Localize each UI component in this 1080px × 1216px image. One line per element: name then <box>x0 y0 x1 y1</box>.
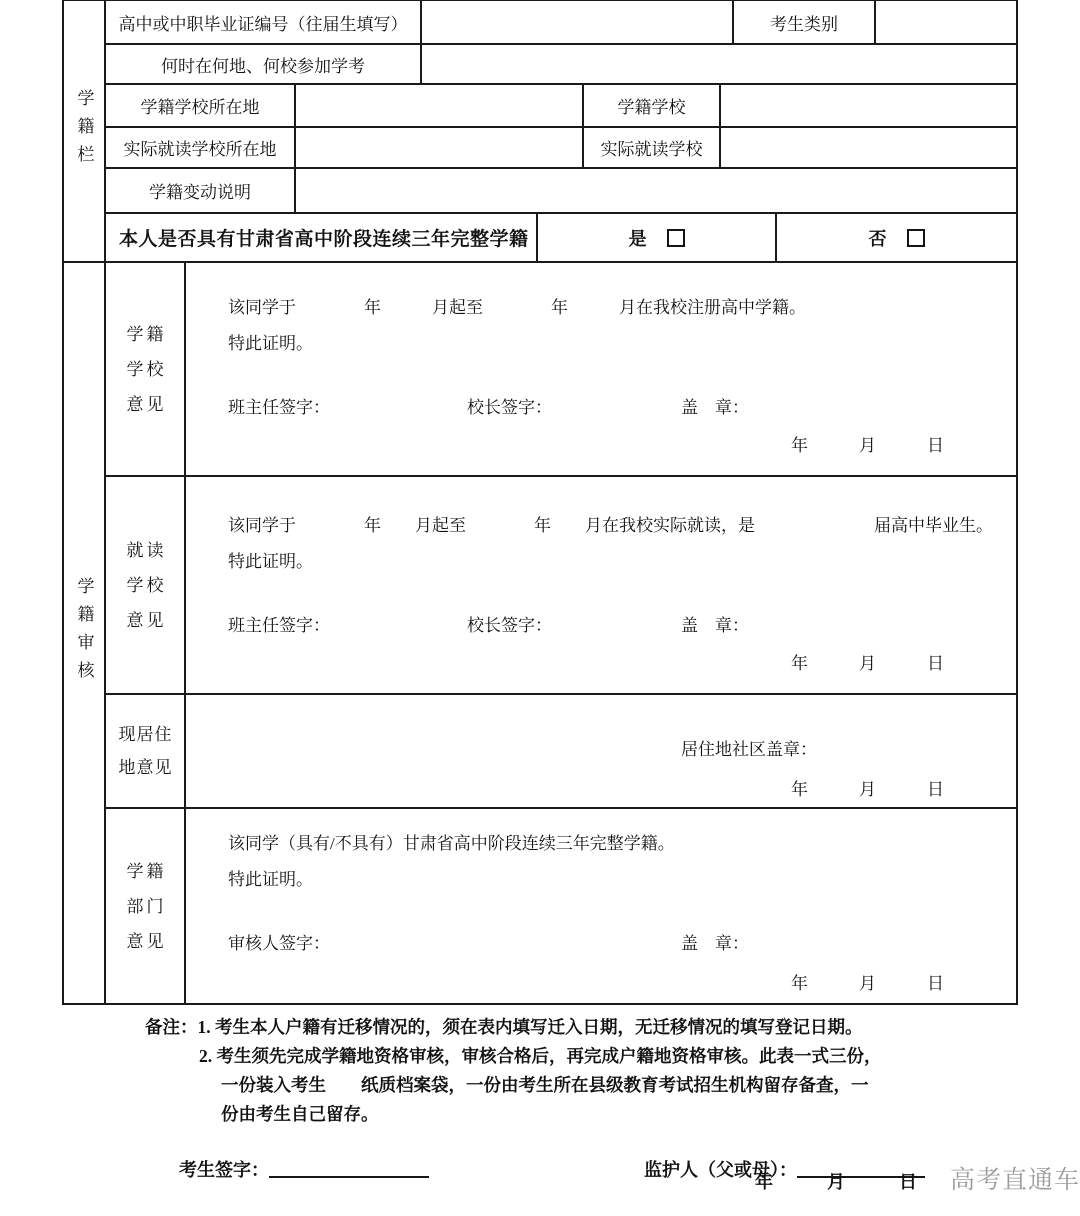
diploma-number-label: 高中或中职毕业证编号（往届生填写） <box>118 14 408 34</box>
diploma-number-label-cell <box>105 0 421 44</box>
status-dept-seal-label: 盖 章： <box>681 934 749 953</box>
status-dept-date-line: 年 月 日 <box>791 974 944 993</box>
diploma-number-input-cell[interactable] <box>421 0 733 44</box>
actual-school-location-label: 实际就读学校所在地 <box>123 140 277 159</box>
reg-school-opinion-label: 学籍 学校 意见 <box>126 324 167 414</box>
reg-school-location-label-cell <box>105 84 295 127</box>
reg-school-input-cell[interactable] <box>720 84 1017 127</box>
actual-school-location-label-cell <box>105 127 295 168</box>
yes-option-cell <box>537 213 776 262</box>
attend-school-principal-sign-label: 校长签字： <box>467 616 552 635</box>
status-change-label: 学籍变动说明 <box>149 183 251 202</box>
side-label-registration: 学籍栏 <box>74 89 94 173</box>
attend-school-seal-label: 盖 章： <box>681 616 749 635</box>
reg-school-teacher-sign-label: 班主任签字： <box>228 398 330 417</box>
candidate-type-label-cell <box>733 0 875 44</box>
no-label: 否 <box>868 228 887 249</box>
no-checkbox[interactable] <box>907 229 925 247</box>
reg-school-statement: 该同学于 年 月起至 年 月在我校注册高中学籍。 <box>228 298 806 317</box>
note-line-2: 2. 考生须先完成学籍地资格审核，审核合格后，再完成户籍地资格审核。此表一式三份， <box>199 1046 882 1066</box>
attend-school-opinion-label: 就读 学校 意见 <box>126 540 167 630</box>
status-change-input-cell[interactable] <box>295 168 1017 213</box>
residence-date-line: 年 月 日 <box>791 780 944 799</box>
footer-date-line: 年 月 日 <box>755 1172 917 1192</box>
attend-school-certify: 特此证明。 <box>228 552 313 571</box>
actual-school-label: 实际就读学校 <box>600 140 703 159</box>
candidate-signature-row <box>163 1138 429 1200</box>
reg-school-certify: 特此证明。 <box>228 334 313 353</box>
candidate-type-label: 考生类别 <box>770 14 838 34</box>
residence-opinion-label-cell <box>105 694 185 808</box>
reg-school-label: 学籍学校 <box>617 98 686 117</box>
reg-school-date-line: 年 月 日 <box>791 436 944 455</box>
candidate-signature-line[interactable] <box>269 1158 429 1178</box>
reg-school-seal-label: 盖 章： <box>681 398 749 417</box>
actual-school-location-input-cell[interactable] <box>295 127 583 168</box>
reg-school-label-cell <box>583 84 720 127</box>
side-label-registration-cell <box>63 0 105 262</box>
exam-when-where-input-cell[interactable] <box>421 44 1017 84</box>
attend-school-teacher-sign-label: 班主任签字： <box>228 616 330 635</box>
attend-school-date-line: 年 月 日 <box>791 654 944 673</box>
residence-seal-label: 居住地社区盖章： <box>681 740 817 759</box>
status-dept-opinion-label: 学籍 部门 意见 <box>126 861 167 951</box>
exam-when-where-label: 何时在何地、何校参加学考 <box>161 56 365 76</box>
note-line-4: 份由考生自己留存。 <box>221 1104 379 1124</box>
candidate-signature-label: 考生签字： <box>179 1160 269 1180</box>
reg-school-location-input-cell[interactable] <box>295 84 583 127</box>
no-option-cell <box>776 213 1017 262</box>
status-dept-reviewer-sign-label: 审核人签字： <box>228 934 330 953</box>
reg-school-opinion-label-cell <box>105 262 185 476</box>
residence-opinion-label: 现居住 地意见 <box>118 725 173 777</box>
actual-school-input-cell[interactable] <box>720 127 1017 168</box>
yes-checkbox[interactable] <box>667 229 685 247</box>
status-dept-statement: 该同学（具有/不具有）甘肃省高中阶段连续三年完整学籍。 <box>228 834 675 853</box>
status-dept-opinion-content-cell[interactable] <box>185 808 1017 1004</box>
reg-school-opinion-content-cell[interactable] <box>185 262 1017 476</box>
attend-school-opinion-label-cell <box>105 476 185 694</box>
reg-school-principal-sign-label: 校长签字： <box>467 398 552 417</box>
status-dept-opinion-label-cell <box>105 808 185 1004</box>
watermark-text: 高考直通车 <box>950 1166 1080 1194</box>
three-year-question-label: 本人是否具有甘肃省高中阶段连续三年完整学籍 <box>119 229 529 250</box>
attend-school-statement: 该同学于 年 月起至 年 月在我校实际就读，是 届高中毕业生。 <box>228 516 993 535</box>
exam-when-where-label-cell <box>105 44 421 84</box>
residence-opinion-content-cell[interactable] <box>185 694 1017 808</box>
side-label-review: 学籍审核 <box>74 577 94 689</box>
side-label-review-cell <box>63 262 105 1004</box>
guardian-signature-label: 监护人（父或母）： <box>644 1160 797 1180</box>
actual-school-label-cell <box>583 127 720 168</box>
three-year-question-cell <box>105 213 537 262</box>
yes-label: 是 <box>628 228 647 249</box>
status-change-label-cell <box>105 168 295 213</box>
status-dept-certify: 特此证明。 <box>228 870 313 889</box>
note-line-1: 备注：1. 考生本人户籍有迁移情况的，须在表内填写迁入日期，无迁移情况的填写登记日期。 <box>145 1017 863 1037</box>
note-line-3: 一份装入考生 纸质档案袋，一份由考生所在县级教育考试招生机构留存备查，一 <box>221 1075 869 1095</box>
reg-school-location-label: 学籍学校所在地 <box>140 98 260 117</box>
attend-school-opinion-content-cell[interactable] <box>185 476 1017 694</box>
candidate-type-input-cell[interactable] <box>875 0 1017 44</box>
